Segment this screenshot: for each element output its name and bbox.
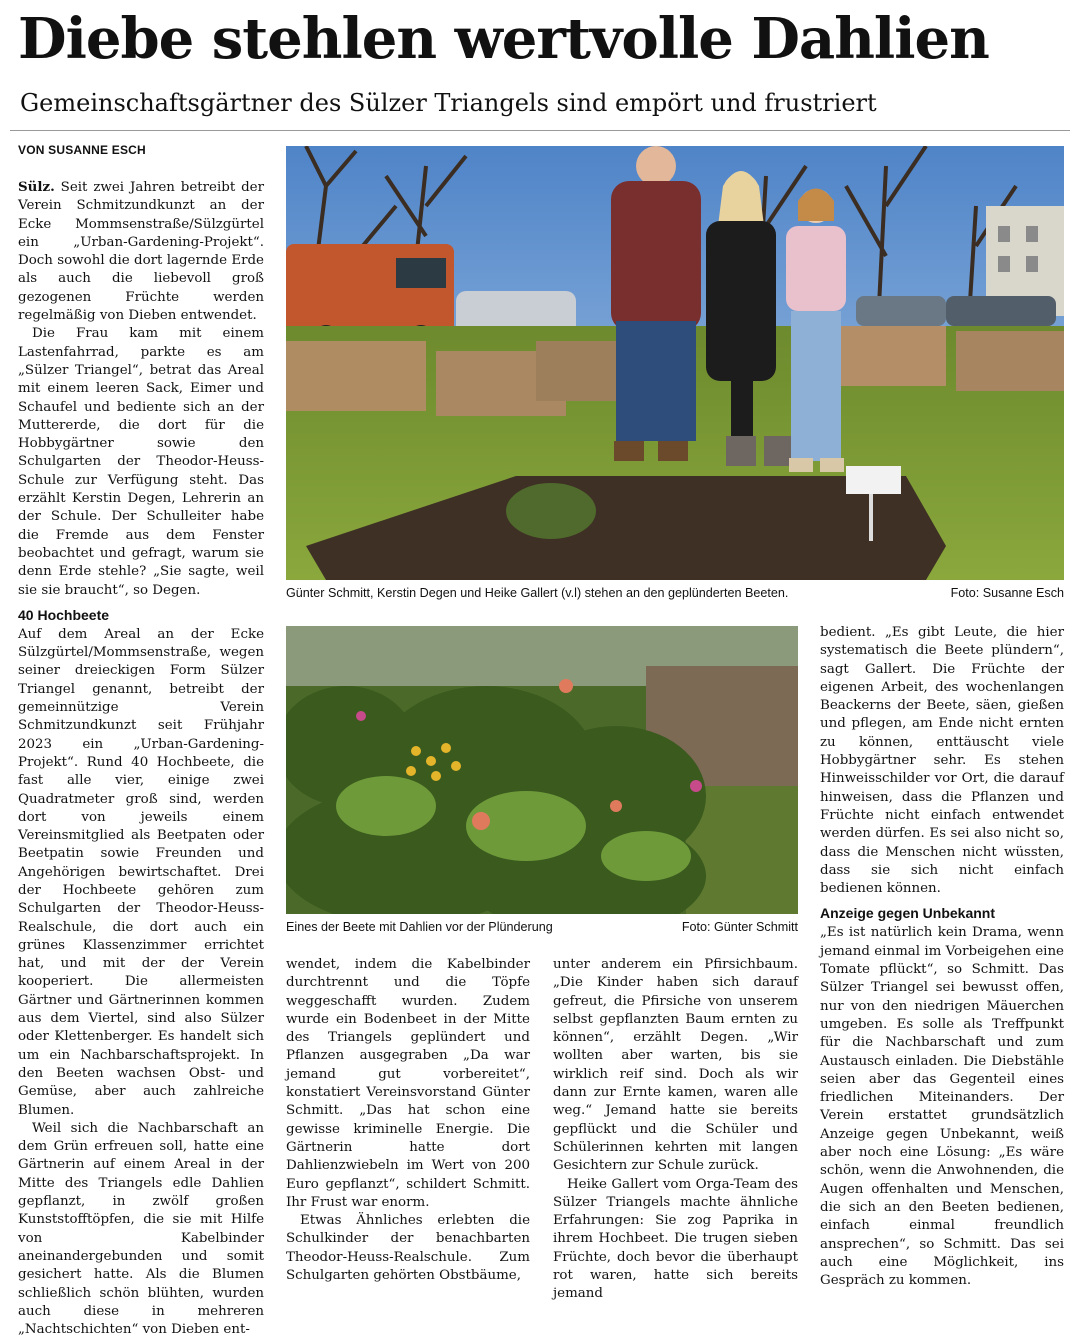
paragraph-text: Seit zwei Jahren betreibt der Verein Schmitzundkunzt an der Ecke Mommsenstraße/Sülzgürtel ein „Urban-Gardening-Projekt“. Doch sowohl die dort lagernde Erde als auch die liebevoll groß gezogenen Früchte werden regelmäßig von Dieben entwendet. [18,180,264,324]
paragraph: Auf dem Areal an der Ecke Sülzgürtel/Mommsenstraße, wegen seiner dreieckigen Form Sülzer Triangel genannt, betreibt der gemeinnützige Verein Schmitzundkunzt seit Frühjahr 2023 ein „Urban-Gardening-Projekt“. Rund 40 Hochbeete, die fast alle vier, einige zwei Quadratmeter groß sind, werden dort von jeweils einem Vereinsmitglied als Beetpaten oder Beetpatin sowie Freunden und Angehörigen bewirtschaftet. Drei der Hochbeete gehören zum Schulgarten der Theodor-Heuss-Realschule, die dort auch ein grünes Klassenzimmer errichtet hat, und mit der der Verein kooperiert. Die allermeisten Gärtner und Gärtnerinnen kommen aus dem Viertel, sind also Sülzer oder Klettenberger. Es handelt sich um ein Nachbarschaftsprojekt. In den Beeten wachsen Obst- und Gemüse, aber auch zahlreiche Blumen. [18,626,264,1118]
caption-text: Günter Schmitt, Kerstin Degen und Heike Gallert (v.l) stehen an den geplünderten Beeten. [286,586,789,600]
paragraph: bedient. „Es gibt Leute, die hier systematisch die Beete plündern“, sagt Gallert. Die Früchte der eigenen Arbeit, des wochenlangen Beackerns der Beete, säen, gießen und pflegen, am Ende nicht ernten zu können, enttäuscht viele Hobbygärtner sehr. Es stehen Hinweisschilder vor Ort, die darauf hinweisen, dass die Pflanzen und Früchte nicht einfach entwendet werden dürfen. Es sei also nicht so, dass die Menschen nicht wüssten, dass sie sich nicht einfach bedienen können. [820,625,1064,897]
caption-text: Eines der Beete mit Dahlien vor der Plünderung [286,920,553,934]
subheadline: Gemeinschaftsgärtner des Sülzer Triangels sind empört und frustriert [20,89,877,117]
headline: Diebe stehlen wertvolle Dahlien [18,6,989,72]
person-man [611,146,701,461]
header-divider [10,130,1070,131]
paragraph: Die Frau kam mit einem Lastenfahrrad, parkte es am „Sülzer Triangel“, betrat das Areal mit einem leeren Sack, Eimer und Schaufel und bediente sich an der Muttererde, die dort für die Hobbygärtner sowie den Schulgarten der Theodor-Heuss-Schule zur Verfügung steht. Das erzählt Kerstin Degen, Lehrerin an der Schule. Der Schulleiter habe die Fremde aus dem Fenster beobachtet und gefragt, warum sie denn Erde stehle? „Sie sagte, weil sie sie braucht“, so Degen. [18,326,264,598]
text-column-1 [18,178,264,1339]
text-column-3 [553,956,798,1304]
person-woman-right [786,189,846,473]
photo-caption [286,918,798,936]
dahlia-bed-illustration [286,626,798,914]
section-heading: 40 Hochbeete [18,606,110,623]
paragraph: unter anderem ein Pfirsichbaum. „Die Kinder haben sich darauf gefreut, die Pfirsiche von unserem selbst gepflanzten Baum ernten zu können“, erzählt Degen. „Wir wollten aber warten, bis sie wirklich reif sind. Doch als wir dann zur Ernte kamen, waren alle weg.“ Jemand hatte sie bereits gepflückt und die Schüler und Schülerinnen kehrten mit langen Gesichtern zur Schule zurück. [553,957,798,1174]
paragraph: Heike Gallert vom Orga-Team des Sülzer Triangels machte ähnliche Erfahrungen: Sie zog Paprika in ihrem Hochbeet. Die trugen sieben Früchte, doch bevor die überhaupt rot waren, hatte sich bereits jemand [553,1176,798,1302]
paragraph: Etwas Ähnliches erlebten die Schulkinder der benachbarten Theodor-Heuss-Realschule. Zum Schulgarten gehörten Obstbäume, [286,1213,530,1284]
byline: VON SUSANNE ESCH [18,143,146,157]
paragraph: Weil sich die Nachbarschaft an dem Grün erfreuen soll, hatte eine Gärtnerin auf einem Areal in der Mitte des Triangels edle Dahlien gepflanzt, in zwölf großen Kunststofftöpfen, die sie mit Hilfe von Kabelbinder aneinandergebunden und somit gesichert hatte. Als die Blumen schließlich schön blühten, wurden auch diese in mehreren „Nachtschichten“ von Dieben ent- [18,1120,264,1338]
photo-caption [286,584,1064,602]
photo-credit: Foto: Günter Schmitt [681,920,798,934]
photo-gardeners [286,146,1064,580]
text-column-2 [286,956,530,1285]
lead-word: Sülz. [18,179,55,195]
text-column-4 [820,624,1064,1290]
photo-dahlia-bed [286,626,798,914]
gardeners-photo-illustration [286,146,1064,580]
paragraph: wendet, indem die Kabelbinder durchtrennt und die Töpfe weggeschafft wurden. Zudem wurde ein Bodenbeet in der Mitte des Triangels geplündert und Pflanzen ausgegraben „Da war jemand gut vorbereitet“, konstatiert Vereinsvorstand Günter Schmitt. „Das hat schon eine gewisse kriminelle Energie. Die Gärtnerin hatte dort Dahlienzwiebeln im Wert von 200 Euro gepflanzt“, schildert Schmitt. Ihr Frust war enorm. [286,957,530,1210]
paragraph: „Es ist natürlich kein Drama, wenn jemand einmal im Vorbeigehen eine Tomate pflückt“, so Schmitt. Das Sülzer Triangel sei bewusst offen, nur von den niedrigen Mäuerchen umgeben. Es solle als Treffpunkt für die Nachbarschaft und zum Austausch einladen. Die Diebstähle seien aber das Gegenteil eines friedlichen Miteinanders. Der Verein erstattet grundsätzlich Anzeige gegen Unbekannt, weiß aber noch eine Lösung: „Es wäre schön, wenn die Anwohnenden, die Augen offenhalten und Menschen, die sich an den Beeten bedienen, einfach einmal freundlich ansprechen“, so Schmitt. Das sei auch eine Möglichkeit, ins Gespräch zu kommen. [820,925,1064,1289]
paragraph [18,178,264,325]
photo-credit: Foto: Susanne Esch [950,586,1064,600]
section-heading: Anzeige gegen Unbekannt [820,905,996,922]
